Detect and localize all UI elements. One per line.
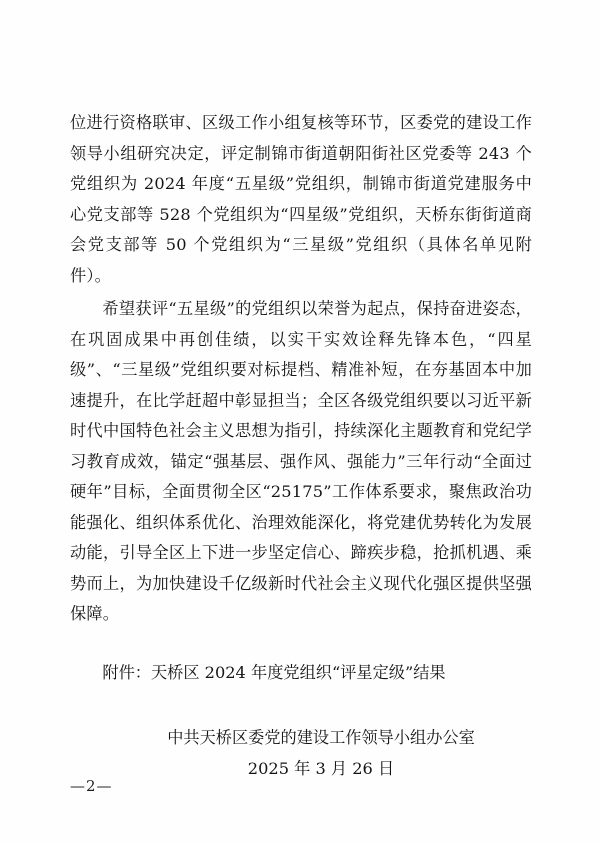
attachment-line: 附件：天桥区 2024 年度党组织“评星定级”结果 <box>102 662 446 682</box>
signature-date: 2025 年 3 月 26 日 <box>247 759 395 778</box>
signature-block <box>70 722 532 784</box>
page-number: —2— <box>70 777 113 795</box>
paragraph-continuation: 位进行资格联审、区级工作小组复核等环节，区委党的建设工作领导小组研究决定，评定制锦市街道朝阳街社区党委等 243 个党组织为 2024 年度“五星级”党组织，制锦市街道党建服务中心党支部等 528 个党组织为“四星级”党组织，天桥东街街道商会党支部等 50 个党组织为“三星级”党组织（具体名单见附件）。 <box>70 113 532 285</box>
paragraph-expectations: 希望获评“五星级”的党组织以荣誉为起点，保持奋进姿态，在巩固成果中再创佳绩，以实干实效诠释先锋本色，“四星级”、“三星级”党组织要对标提档、精准补短，在夯基固本中加速提升，在比学赶超中彰显担当；全区各级党组织要以习近平新时代中国特色社会主义思想为指引，持续深化主题教育和党纪学习教育成效，锚定“强基层、强作风、强能力”三年行动“全面过硬年”目标，全面贯彻全区“25175”工作体系要求，聚焦政治功能强化、组织体系优化、治理效能深化，将党建优势转化为发展动能，引导全区上下进一步坚定信心、蹄疾步稳，抢抓机遇、乘势而上，为加快建设千亿级新时代社会主义现代化强区提供坚强保障。 <box>70 299 532 623</box>
signature-organization: 中共天桥区委党的建设工作领导小组办公室 <box>167 728 475 747</box>
document-body <box>70 108 532 784</box>
